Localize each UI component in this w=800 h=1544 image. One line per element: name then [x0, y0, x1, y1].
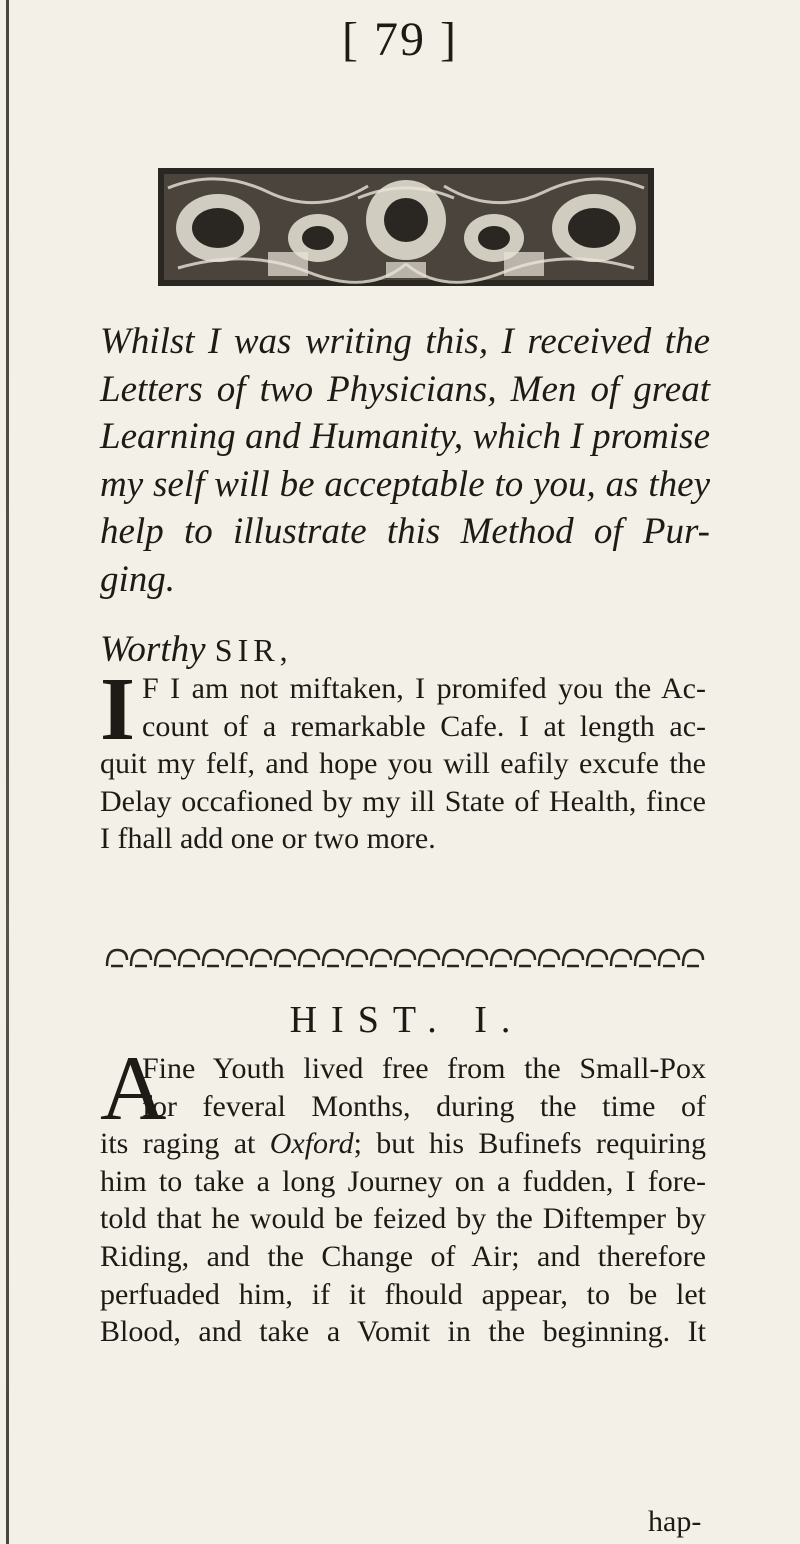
letter-line: F I am not miftaken, I promifed you the Ac-	[142, 672, 706, 705]
intro-line: my self will be acceptable to you, as they	[100, 463, 710, 505]
case-line: Fine Youth lived free from the Small-Pox	[142, 1052, 706, 1085]
case-paragraph	[100, 1037, 706, 1351]
letter-paragraph	[100, 660, 706, 858]
ornament-unit	[275, 950, 295, 966]
section-heading: HIST. I.	[289, 999, 525, 1041]
ornament-unit	[179, 950, 199, 966]
intro-line: Learning and Humanity, which I promise	[100, 416, 710, 457]
letter-drop-cap: I	[100, 660, 136, 759]
page-edge-rule	[6, 0, 9, 1544]
ornament-unit	[395, 950, 415, 966]
ornament-unit	[227, 950, 247, 966]
ornament-unit	[131, 950, 151, 966]
case-drop-cap: A	[100, 1037, 167, 1139]
ornamental-headpiece-icon	[158, 168, 654, 286]
ornament-unit	[371, 950, 391, 966]
case-line: perfuaded him, if it fhould appear, to be let	[100, 1277, 706, 1311]
ornament-divider-icon	[105, 946, 705, 970]
ornament-unit	[467, 950, 487, 966]
ornament-unit	[515, 950, 535, 966]
ornament-unit	[611, 950, 631, 966]
case-line: told that he would be feized by the Diftemper by	[100, 1202, 706, 1236]
ornament-unit	[539, 950, 559, 966]
case-line: him to take a long Journey on a fudden, I fore-	[100, 1164, 706, 1198]
ornament-unit	[251, 950, 271, 966]
place-name: Oxford	[269, 1127, 354, 1161]
letter-line: count of a remarkable Cafe. I at length ac-	[142, 709, 706, 743]
ornament-unit	[563, 950, 583, 966]
case-line	[100, 1125, 706, 1163]
ornament-unit	[323, 950, 343, 966]
ornament-unit	[299, 950, 319, 966]
letter-line: Delay occafioned by my ill State of Health, fince	[100, 784, 706, 818]
catchword: hap-	[648, 1505, 702, 1538]
case-text: ; but his Bufinefs requiring	[353, 1127, 706, 1161]
salutation-italic: Worthy	[100, 629, 206, 670]
intro-line: ging.	[100, 558, 176, 600]
case-line: for feveral Months, during the time of	[142, 1089, 706, 1123]
ornament-unit	[587, 950, 607, 966]
letter-line: I fhall add one or two more.	[100, 822, 436, 855]
intro-line: Whilst I was writing this, I received the	[100, 321, 710, 362]
ornament-unit	[107, 950, 127, 966]
intro-paragraph	[100, 318, 710, 603]
ornament-unit	[635, 950, 655, 966]
case-line: Riding, and the Change of Air; and therefore	[100, 1239, 706, 1273]
case-text: its raging at	[100, 1127, 270, 1161]
salutation-caps: SIR,	[214, 632, 293, 668]
case-line: Blood, and take a Vomit in the beginning. It	[100, 1315, 706, 1349]
letter-line: quit my felf, and hope you will eafily excufe the	[100, 747, 706, 780]
ornament-unit	[491, 950, 511, 966]
ornament-unit	[203, 950, 223, 966]
intro-line: help to illustrate this Method of Pur-	[100, 511, 710, 552]
ornament-unit	[659, 950, 679, 966]
ornament-unit	[443, 950, 463, 966]
intro-line: Letters of two Physicians, Men of great	[100, 368, 710, 410]
ornament-unit	[683, 950, 703, 966]
ornament-unit	[155, 950, 175, 966]
page-number: [ 79 ]	[342, 13, 458, 66]
ornament-unit	[419, 950, 439, 966]
ornament-unit	[347, 950, 367, 966]
